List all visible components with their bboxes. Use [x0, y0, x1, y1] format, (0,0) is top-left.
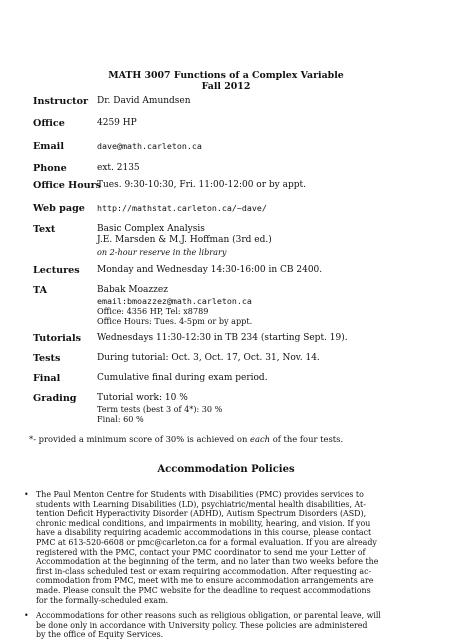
bullet-line: The Paul Menton Centre for Students with Disabilities (PMC) provides services to [36, 490, 364, 499]
bullet-line: students with Learning Disabilities (LD), psychiatric/mental health disabilities, At- [36, 499, 366, 509]
info-value: Basic Complex Analysis [97, 224, 205, 234]
info-label: Tutorials [33, 333, 82, 344]
accommodation-bullet-other [24, 611, 426, 640]
bullet-line: tention Deficit Hyperactivity Disorder (ADHD), Autism Spectrum Disorders (ASD), [36, 509, 367, 519]
info-value: Monday and Wednesday 14:30-16:00 in CB 2400. [97, 265, 323, 275]
info-label: Email [33, 141, 64, 152]
accommodation-heading: Accommodation Policies [157, 464, 295, 475]
footnote-suffix: of the four tests. [270, 434, 344, 444]
bullet-line: chronic medical conditions, and impairments in mobility, hearing, and vision. If you [36, 518, 371, 528]
info-label: Web page [33, 203, 85, 214]
info-label: TA [33, 285, 48, 296]
email-link[interactable]: dave@math.carleton.ca [97, 141, 202, 151]
bullet-line: commodation from PMC, meet with me to ensure accommodation arrangements are [36, 576, 374, 586]
info-label: Grading [33, 393, 77, 404]
info-value: Final: 60 % [97, 414, 144, 424]
info-label: Lectures [33, 265, 80, 276]
bullet-line: be done only in accordance with University policy. These policies are administered [36, 620, 368, 630]
info-value: ext. 2135 [97, 163, 140, 173]
info-value: on 2-hour reserve in the library [97, 247, 227, 257]
info-value: 4259 HP [97, 118, 137, 128]
bullet-line: PMC at 613-520-6608 or pmc@carleton.ca for a formal evaluation. If you are already [36, 537, 377, 547]
info-label: Phone [33, 163, 67, 174]
info-value: Tutorial work: 10 % [97, 393, 188, 403]
bullet-line: have a disability requiring academic accommodations in this course, please contact [36, 528, 372, 538]
bullet-line: by the office of Equity Services. [36, 630, 164, 640]
info-value: Dr. David Amundsen [97, 96, 191, 106]
info-value: Tues. 9:30-10:30, Fri. 11:00-12:00 or by appt. [97, 180, 306, 190]
footnote-emphasis: each [250, 434, 271, 444]
info-label: Text [33, 224, 56, 235]
test-footnote [29, 434, 343, 444]
bullet-line: first in-class scheduled test or exam requiring accommodation. After requesting ac- [36, 566, 372, 576]
ta-email-link[interactable]: email:bmoazzez@math.carleton.ca [97, 296, 252, 306]
info-label: Tests [33, 353, 61, 364]
info-label: Final [33, 373, 61, 384]
bullet-line: made. Please consult the PMC website for the deadline to request accommodations [36, 585, 371, 595]
bullet-marker: • [24, 611, 29, 620]
info-value: Babak Moazzez [97, 285, 168, 295]
info-value: J.E. Marsden & M.J. Hoffman (3rd ed.) [97, 235, 272, 245]
bullet-line: registered with the PMC, contact your PMC coordinator to send me your Letter of [36, 547, 366, 557]
bullet-line: Accommodation at the beginning of the term, and no later than two weeks before the [36, 557, 379, 567]
info-value: Office: 4356 HP, Tel: x8789 [97, 306, 209, 316]
accommodation-bullet-pmc [24, 490, 426, 605]
info-value: Term tests (best 3 of 4*): 30 % [97, 404, 223, 414]
info-value: During tutorial: Oct. 3, Oct. 17, Oct. 31, Nov. 14. [97, 353, 320, 363]
bullet-line: Accommodations for other reasons such as religious obligation, or parental leave, will [36, 611, 381, 620]
info-label: Office [33, 118, 65, 129]
bullet-marker: • [24, 490, 29, 499]
info-label: Instructor [33, 96, 89, 107]
course-title: MATH 3007 Functions of a Complex Variable [108, 70, 344, 81]
info-label: Office Hours [33, 180, 102, 191]
web-page-link[interactable]: http://mathstat.carleton.ca/~dave/ [97, 203, 267, 213]
info-value: Cumulative final during exam period. [97, 373, 268, 383]
course-term: Fall 2012 [201, 81, 251, 92]
footnote-prefix: *- provided a minimum score of 30% is achieved on [29, 434, 251, 444]
info-value: Office Hours: Tues. 4-5pm or by appt. [97, 316, 253, 326]
info-value: Wednesdays 11:30-12:30 in TB 234 (starting Sept. 19). [97, 333, 348, 343]
bullet-line: for the formally-scheduled exam. [36, 595, 169, 605]
